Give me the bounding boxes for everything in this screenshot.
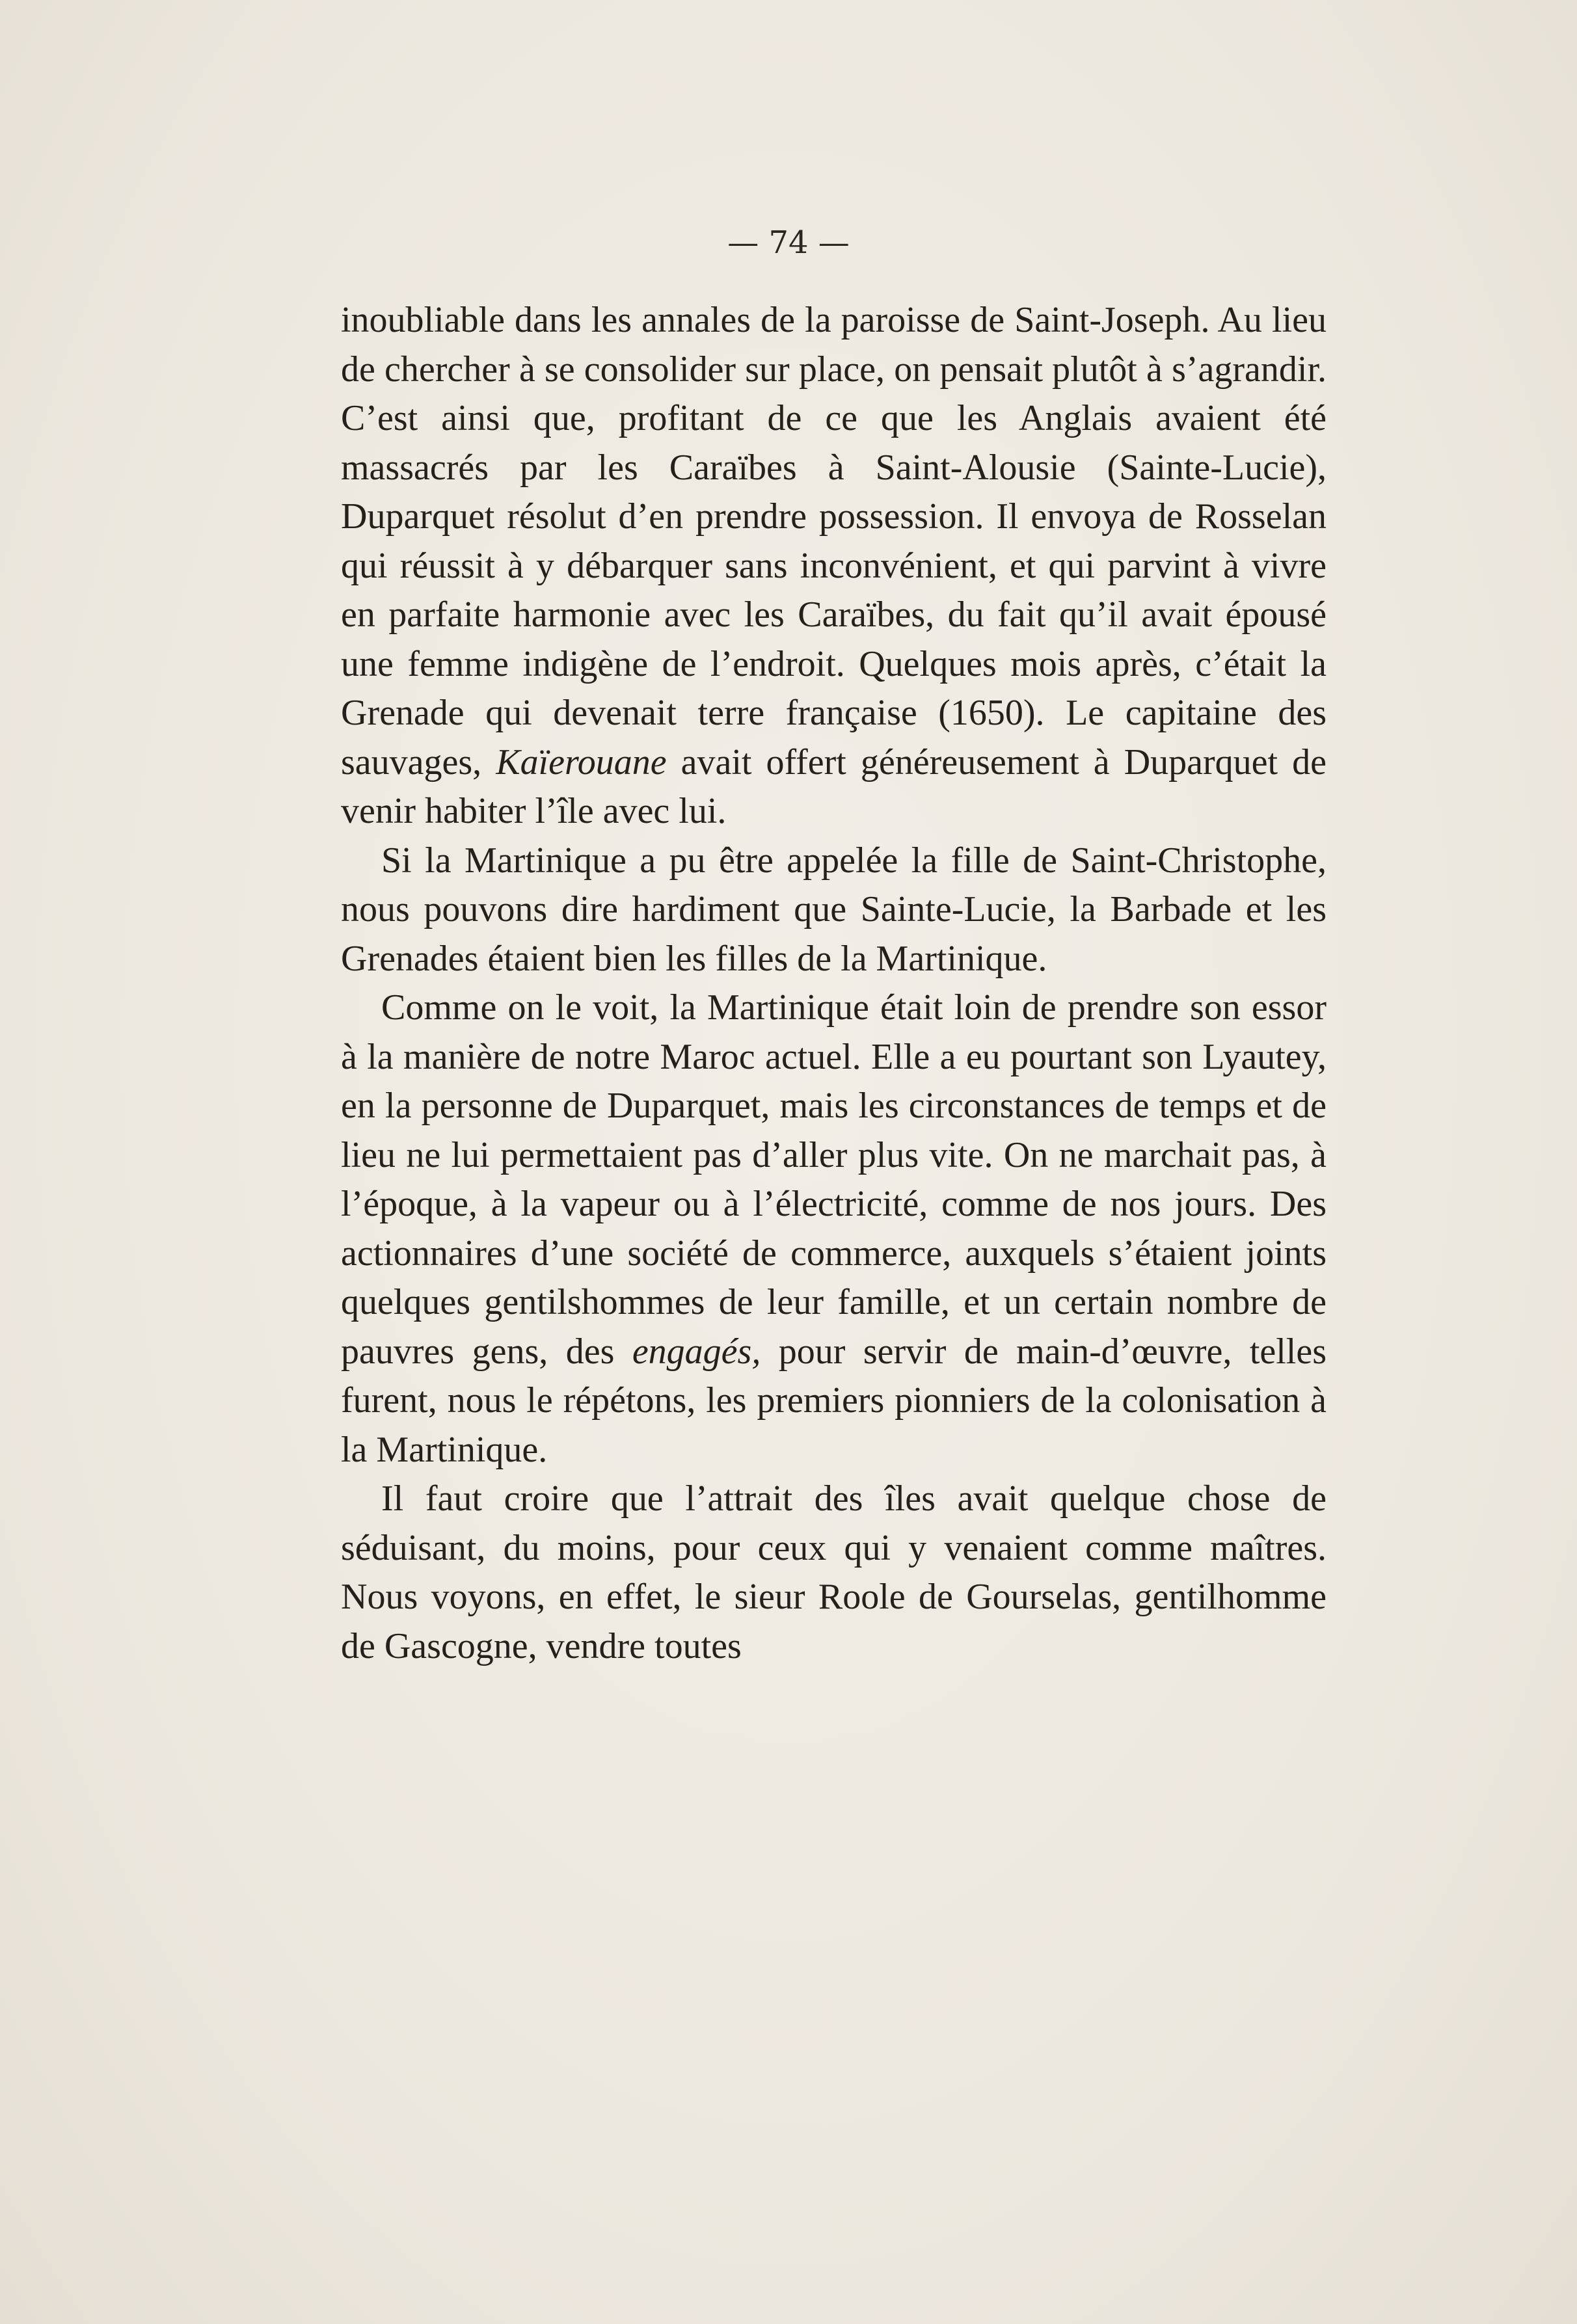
- body-text: [341, 296, 1327, 1671]
- paragraph-2-text: Si la Martinique a pu être appelée la fille de Saint-Christophe, nous pouvons dire hardiment que Sainte-Lucie, la Barbade et les Grenades étaient bien les filles de la Martinique.: [341, 840, 1327, 979]
- paragraph-1-italic-name: Kaïerouane: [496, 741, 667, 782]
- paragraph-3: [341, 983, 1327, 1475]
- paragraph-4: [341, 1475, 1327, 1671]
- paragraph-3-text-a: Comme on le voit, la Martinique était loin de prendre son essor à la manière de notre Maroc actuel. Elle a eu pourtant son Lyautey, en la personne de Duparquet, mais les circonstances de temps et de lieu ne lui permettaient pas d’aller plus vite. On ne marchait pas, à l’époque, à la vapeur ou à l’électricité, comme de nos jours. Des actionnaires d’une société de commerce, auxquels s’étaient joints quelques gentilshommes de leur famille, et un certain nombre de pauvres gens, des: [341, 987, 1327, 1372]
- paragraph-1: [341, 296, 1327, 836]
- paragraph-4-text: Il faut croire que l’attrait des îles avait quelque chose de séduisant, du moins, pour ceux qui y venaient comme maîtres. Nous voyons, en effet, le sieur Roole de Gourselas, gentilhomme de Gascogne, vendre toutes: [341, 1478, 1327, 1666]
- paragraph-2: [341, 836, 1327, 984]
- paragraph-3-text-b: pour servir de main-d’œuvre, telles furent, nous le répétons, les premiers pionniers de la colonisation à la Martinique.: [341, 1331, 1327, 1470]
- paragraph-1-text-b: avait offert généreusement à Duparquet de venir habiter l’île avec lui.: [341, 741, 1327, 831]
- paragraph-1-text-a: inoubliable dans les annales de la paroisse de Saint-Joseph. Au lieu de chercher à se consolider sur place, on pensait plutôt à s’agrandir. C’est ainsi que, profitant de ce que les Anglais avaient été massacrés par les Caraïbes à Saint-Alousie (Sainte-Lucie), Duparquet résolut d’en prendre possession. Il envoya de Rosselan qui réussit à y débarquer sans inconvénient, et qui parvint à vivre en parfaite harmonie avec les Caraïbes, du fait qu’il avait épousé une femme indigène de l’endroit. Quelques mois après, c’était la Grenade qui devenait terre française (1650). Le capitaine des sauvages,: [341, 300, 1327, 782]
- page-number: — 74 —: [727, 224, 850, 261]
- paragraph-3-italic-word: engagés,: [632, 1331, 761, 1372]
